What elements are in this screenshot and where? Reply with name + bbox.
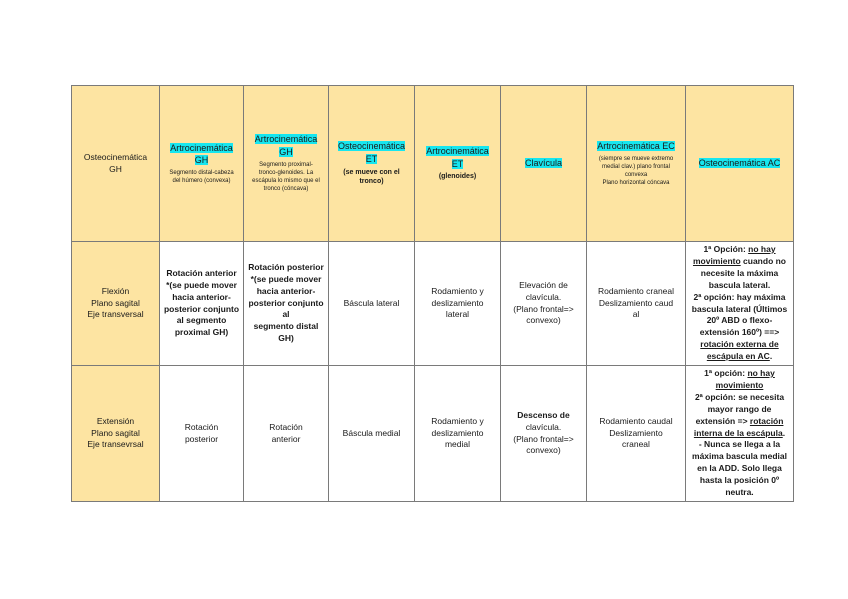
cell-line: segmento distal GH)	[253, 321, 319, 344]
cell-extension-osteo-ac	[686, 366, 794, 502]
cell-line: al	[632, 309, 640, 320]
label-line: Flexión	[101, 285, 130, 296]
cell-line: Deslizamiento	[609, 427, 663, 438]
note-line: Plano horizontal cóncava	[602, 180, 670, 187]
cell-line: deslizamiento	[431, 427, 484, 438]
header-note	[247, 161, 325, 193]
header-note: (glenoides)	[438, 173, 477, 181]
cell-line: Deslizamiento caud	[598, 297, 674, 308]
cell-line: Rodamiento y	[431, 285, 484, 296]
cell-extension-gh-proximal	[244, 366, 329, 502]
cell-line: clavícula.	[525, 421, 562, 432]
cell-line: Rotación anterior	[166, 267, 237, 278]
cell-line: al segmento	[176, 315, 227, 326]
cell-line: *(se puede mover	[250, 273, 322, 284]
header-artrocinematica-gh-distal	[160, 86, 244, 242]
header-title: ET	[451, 158, 464, 169]
cell-line: posterior	[184, 433, 219, 444]
header-text: Osteocinemática	[83, 151, 148, 162]
cell-line: Rotación	[269, 421, 303, 432]
note-line: tronco (cóncava)	[263, 186, 309, 193]
cell-line: lateral	[445, 309, 470, 320]
cell-text: .	[769, 351, 773, 362]
header-note	[332, 168, 411, 188]
table-row-extension	[72, 366, 794, 502]
row-label-extension	[72, 366, 160, 502]
cell-text-underlined: no hay movimiento	[715, 368, 775, 390]
header-note	[163, 169, 240, 185]
cell-text: 2ª opción: se necesita mayor rango de extensión =>	[694, 391, 785, 426]
header-title: Osteocinemática AC	[698, 158, 781, 169]
header-title: Artrocinemática	[254, 134, 318, 145]
cell-text: 2ª opción: hay máxima bascula lateral (Últimos 20º ABD o flexo-extensión 160º) ==>	[691, 291, 788, 338]
cell-line: clavícula.	[525, 291, 562, 302]
cell-line: Rotación	[184, 421, 219, 432]
header-title: Artrocinemática EC	[597, 140, 675, 151]
cell-line: convexo)	[526, 445, 561, 456]
cell-extension-gh-distal	[160, 366, 244, 502]
label-line: Extensión	[96, 415, 135, 426]
cell-line: Descenso de	[517, 409, 570, 420]
cell-flexion-osteo-et	[329, 242, 415, 366]
header-clavicula	[501, 86, 587, 242]
note-line: Segmento proximal-	[259, 162, 313, 169]
cell-extension-artro-et	[415, 366, 501, 502]
cell-line: Rodamiento caudal	[599, 415, 673, 426]
header-note	[590, 155, 682, 187]
note-line: del húmero (convexa)	[172, 178, 231, 185]
cell-text: 1ª opción:	[704, 368, 748, 379]
header-artrocinematica-ec	[587, 86, 686, 242]
cell-text: cuando no necesite la máxima bascula lateral.	[700, 255, 787, 290]
cell-line: *(se puede mover	[166, 279, 237, 290]
cell-extension-clavicula	[501, 366, 587, 502]
header-osteocinematica-et	[329, 86, 415, 242]
note-line: convexa	[624, 171, 648, 178]
cell-line: Rodamiento y	[431, 415, 484, 426]
header-osteocinematica-gh	[72, 86, 160, 242]
note-line: (siempre se mueve extremo	[598, 155, 674, 162]
header-artrocinematica-et	[415, 86, 501, 242]
header-artrocinematica-gh-proximal	[244, 86, 329, 242]
label-line: Eje transversal	[87, 309, 144, 320]
cell-extension-osteo-et	[329, 366, 415, 502]
cell-line: hacia anterior-	[256, 285, 316, 296]
header-row	[72, 86, 794, 242]
header-title: GH	[279, 147, 293, 158]
header-title: Osteocinemática	[337, 140, 406, 151]
cell-flexion-osteo-ac	[686, 242, 794, 366]
cell-line: anterior	[271, 433, 301, 444]
cell-line: medial	[444, 439, 471, 450]
cell-text-underlined: rotación interna de la escápula	[693, 415, 784, 438]
note-line: Segmento distal-cabeza	[169, 170, 234, 177]
note-line: medial clav.) plano frontal	[602, 163, 670, 170]
cell-line: Elevación de	[519, 279, 568, 290]
note-line: (se mueve con el	[343, 168, 400, 176]
cell-line: convexo)	[526, 315, 561, 326]
cell-line: craneal	[622, 439, 650, 450]
cell-line: Báscula medial	[342, 427, 401, 438]
cell-text: - Nunca se llega a la máxima bascula medial en la ADD. Solo llega hasta la posición 0º neutra.	[692, 439, 787, 497]
label-line: Eje transevrsal	[87, 439, 144, 450]
cell-line: Rodamiento craneal	[597, 285, 675, 296]
osteocinematics-table	[71, 85, 794, 502]
header-title: GH	[194, 155, 209, 166]
cell-line: posterior conjunto	[163, 303, 240, 314]
cell-line: Rotación posterior	[248, 261, 324, 272]
cell-line: hacia anterior-	[172, 291, 231, 302]
row-label-flexion	[72, 242, 160, 366]
header-title: Clavícula	[524, 158, 562, 169]
note-line: tronco)	[359, 178, 384, 186]
cell-text-underlined: rotación externa de escápula en AC	[700, 339, 779, 362]
cell-text: .	[782, 427, 786, 438]
cell-text-underlined: no hay movimiento	[692, 244, 776, 266]
header-title: Artrocinemática	[170, 142, 233, 153]
cell-flexion-artro-et	[415, 242, 501, 366]
cell-flexion-clavicula	[501, 242, 587, 366]
cell-line: (Plano frontal=>	[513, 303, 574, 314]
cell-line: deslizamiento	[431, 297, 484, 308]
header-title: Artrocinemática	[426, 145, 489, 156]
header-text: GH	[109, 163, 122, 174]
cell-line: (Plano frontal=>	[513, 433, 574, 444]
cell-flexion-gh-distal	[160, 242, 244, 366]
label-line: Plano sagital	[91, 427, 140, 438]
header-title: ET	[365, 153, 378, 164]
cell-flexion-gh-proximal	[244, 242, 329, 366]
cell-line: Báscula lateral	[343, 297, 400, 308]
header-osteocinematica-ac	[686, 86, 794, 242]
table-row-flexion	[72, 242, 794, 366]
label-line: Plano sagital	[91, 297, 140, 308]
note-line: escápula lo mismo que el	[252, 178, 320, 185]
cell-line: proximal GH)	[174, 327, 229, 338]
note-line: tronco-glenoides. La	[258, 170, 314, 177]
cell-flexion-artro-ec	[587, 242, 686, 366]
cell-text: 1ª Opción:	[703, 244, 749, 255]
cell-extension-artro-ec	[587, 366, 686, 502]
cell-line: posterior conjunto al	[248, 297, 324, 320]
